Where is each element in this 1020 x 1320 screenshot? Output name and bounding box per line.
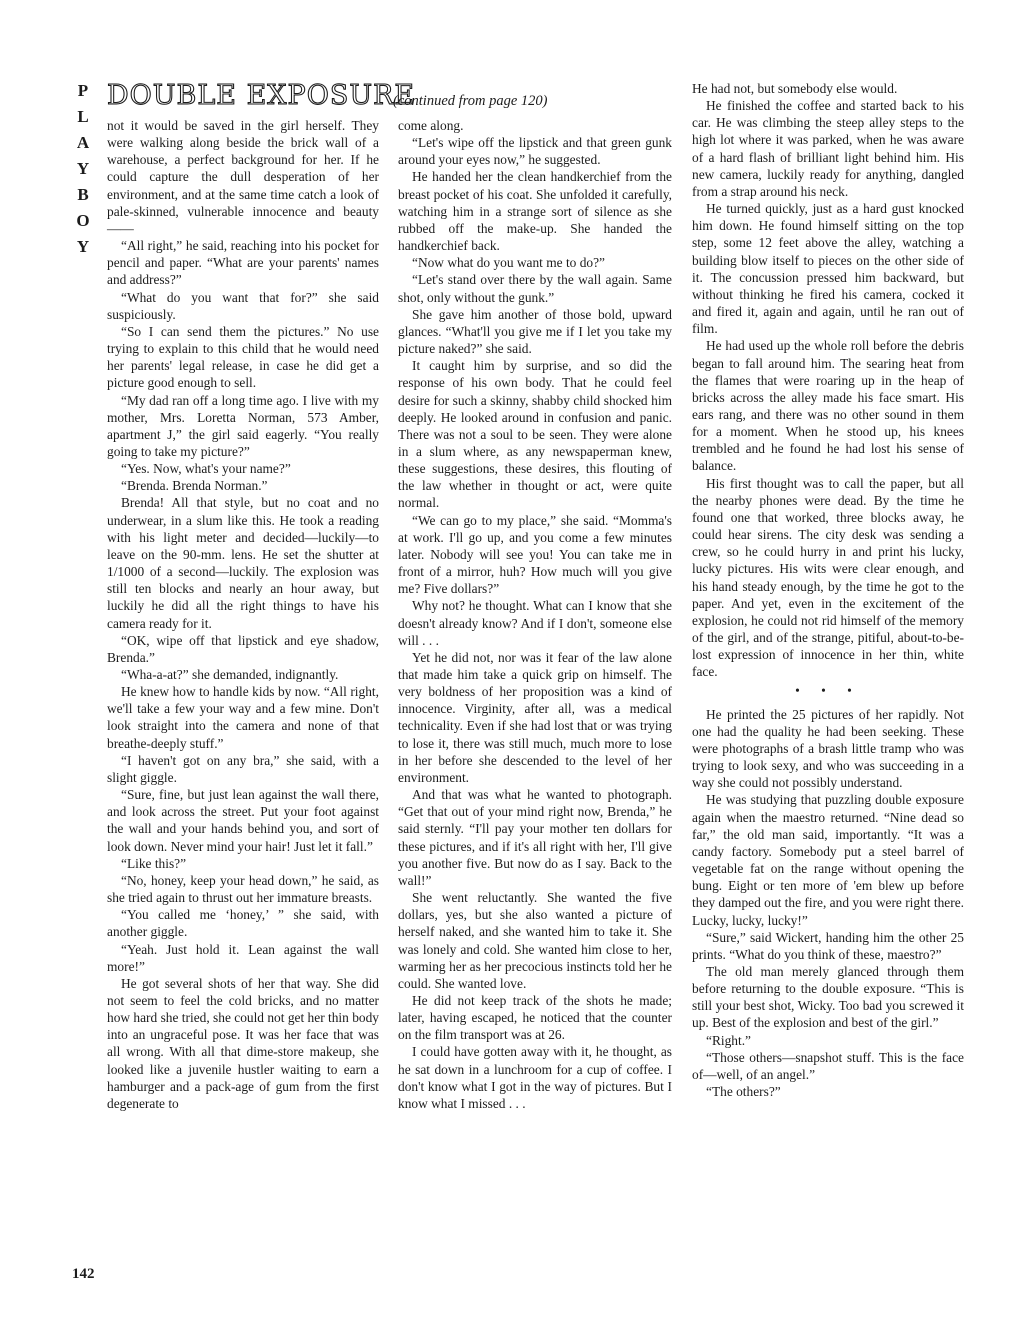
paragraph: “Let's wipe off the lipstick and that green gunk around your eyes now,” he suggested. xyxy=(398,135,672,168)
paragraph: He had used up the whole roll before the debris began to fall around him. The searing heat from the flames that were roaring up in the heap of bricks across the alley made his face smart. His ears rang, and there was no other sound in them for a moment. When he stood up, his knees trembled and he found he had lost his sense of balance. xyxy=(692,338,964,474)
paragraph: “We can go to my place,” she said. “Momma's at work. I'll go up, and you come a few minutes later. Nobody will see you! You can take me in front of a mirror, huh? How much will you give me? Five dollars?” xyxy=(398,512,672,597)
paragraph: “You called me ‘honey,’ ” she said, with another giggle. xyxy=(107,907,379,940)
paragraph: “So I can send them the pictures.” No use trying to explain to this child that he would need her parents' legal release, in case he did get a picture good enough to sell. xyxy=(107,323,379,391)
paragraph: “I haven't got on any bra,” she said, with a slight giggle. xyxy=(107,752,379,785)
paragraph: And that was what he wanted to photograph. “Get that out of your mind right now, Brenda,” he said sternly. “I'll pay your mother ten dollars for these pictures, and if it's all right with her, I'll give you another five. But now do as I say. Back to the wall!” xyxy=(398,787,672,888)
paragraph: “My dad ran off a long time ago. I live with my mother, Mrs. Loretta Norman, 573 Amber, apartment J,” the girl said eagerly. “You really going to take my picture?” xyxy=(107,392,379,459)
paragraph: “Yeah. Just hold it. Lean against the wall more!” xyxy=(107,941,379,974)
paragraph: “No, honey, keep your head down,” he said, as she tried again to thrust out her immature breasts. xyxy=(107,872,379,906)
paragraph: “Like this?” xyxy=(121,855,187,871)
paragraph: “Yes. Now, what's your name?” xyxy=(121,461,291,477)
paragraph: “Now what do you want me to do?” xyxy=(412,255,606,271)
text-column-1 xyxy=(107,117,379,1112)
paragraph: “Those others—snapshot stuff. This is the face of—well, of an angel.” xyxy=(692,1049,964,1082)
paragraph: He knew how to handle kids by now. “All right, we'll take a few your way and a few mine. Don't look straight into the camera and none of that breathe-deeply stuff.” xyxy=(107,684,379,751)
paragraph: “Sure, fine, but just lean against the wall there, and look across the street. Put your foot against the wall and your hands behind you, and sort of look down. Never mind your hair! Just let it fall.” xyxy=(107,787,379,854)
article-title: DOUBLE EXPOSURE xyxy=(107,80,416,111)
page-number: 142 xyxy=(72,1266,95,1282)
magazine-name-vertical: P L A Y B O Y xyxy=(76,81,90,256)
paragraph: • • • xyxy=(795,683,861,699)
text-column-2 xyxy=(398,117,672,1112)
paragraph: I could have gotten away with it, he thought, as he sat down in a lunchroom for a cup of coffee. I don't know what I got in the way of pictures. But I know what I missed . . . xyxy=(398,1044,672,1111)
paragraph: He had not, but somebody else would. xyxy=(692,81,898,96)
paragraph: Brenda! All that style, but no coat and no underwear, in a slum like this. He took a reading with his light meter and decided—luckily—to leave on the 90-mm. lens. He set the shutter at 1/1000 of a second—luckily. The explosion was still ten blocks and nearly an hour away, but luckily he did all the right things to have his camera ready for it. xyxy=(107,495,379,631)
paragraph: Yet he did not, nor was it fear of the law alone that made him take a quick grip on himself. The very boldness of her proposition was a kind of innocence. Virginity, after all, was a medical technicality. Even if she had lost that or was trying to lose it, there was still much, much more to lose in her before she descended to the level of her environment. xyxy=(398,649,672,785)
paragraph: come along. xyxy=(398,118,464,133)
paragraph: “Wha-a-at?” she demanded, indignantly. xyxy=(121,667,339,682)
paragraph: He was studying that puzzling double exposure again when the maestro returned. “Nine dead so far,” the old man said, importantly. “It was a candy factory. Somebody put a steel barrel of vegetable fat on the range without opening the bung. Eight or ten more of 'em blew up before they damped out the fire, and you were right there. Lucky, lucky, lucky!” xyxy=(692,792,964,928)
paragraph: “What do you want that for?” she said suspiciously. xyxy=(107,289,379,322)
paragraph: He printed the 25 pictures of her rapidly. Not one had the quality he had been seeking. These were photographs of a brash little tramp who was trying to look sexy, and who was succeeding in a way she could not possibly understand. xyxy=(692,706,964,791)
paragraph: “Right.” xyxy=(706,1032,751,1048)
continued-note: (continued from page 120) xyxy=(393,93,548,109)
paragraph: “The others?” xyxy=(706,1084,781,1100)
paragraph: She gave him another of those bold, upward glances. “What'll you give me if I let you take my picture naked?” she said. xyxy=(398,306,672,357)
paragraph: He turned quickly, just as a hard gust knocked him down. He found himself sitting on the top step, some 12 feet above the alley, watching a building blow itself to pieces on the other side of it. The concussion pressed him backward, but without thinking he fired his camera, cocked it and fired it, again and again, until he ran out of film. xyxy=(692,201,964,337)
paragraph: He handed her the clean handkerchief from the breast pocket of his coat. She unfolded it carefully, watching him in a strange sort of silence as she rubbed off the make-up. She handed the handkerchief back. xyxy=(398,169,672,254)
paragraph: “Let's stand over there by the wall again. Same shot, only without the gunk.” xyxy=(398,272,672,305)
paragraph: “OK, wipe off that lipstick and eye shadow, Brenda.” xyxy=(107,632,379,665)
paragraph: “Sure,” said Wickert, handing him the other 25 prints. “What do you think of these, maestro?” xyxy=(692,929,964,962)
paragraph: The old man merely glanced through them before returning to the double exposure. “This is still your best shot, Wicky. Too bad you screwed it up. Best of the explosion and best of the girl.” xyxy=(692,963,964,1031)
paragraph: Why not? he thought. What can I know that she doesn't already know? And if I don't, someone else will . . . xyxy=(398,598,672,648)
paragraph: “All right,” he said, reaching into his pocket for pencil and paper. “What are your parents' names and address?” xyxy=(107,238,379,288)
paragraph: He got several shots of her that way. She did not seem to feel the cold bricks, and no matter how hard she tried, she could not get her thin body into an ungraceful pose. It was her face that was all wrong. With all that dime-store makeup, she looked like a juvenile hustler waiting to earn a hamburger and a pack-age of gum from the first degenerate to xyxy=(107,975,379,1111)
text-column-3 xyxy=(692,80,964,1100)
paragraph: not it would be saved in the girl herself. They were walking along beside the brick wall of a warehouse, a perfect background for her. If he could capture the dull desperation of her environment, and at the same time catch a look of pale-skinned, vulnerable innocence and beauty—— xyxy=(107,118,379,236)
paragraph: She went reluctantly. She wanted the five dollars, yes, but she also wanted a picture of herself naked, and she wanted him to take it. She was lonely and cold. She wanted him close to her, warming her as her precocious instincts told her he could. She wanted love. xyxy=(398,890,672,991)
paragraph: “Brenda. Brenda Norman.” xyxy=(121,478,268,494)
paragraph: His first thought was to call the paper, but all the nearby phones were dead. By the time he found one that worked, three blocks away, he could hear sirens. The city desk was sending a crew, so he could hurry in and print his lucky, lucky pictures. His wits were clear enough, and his hand steady enough, by the time he got to the paper. And yet, even in the excitement of the explosion, he could not rid himself of the memory of the girl, and of the strange, pitiful, about-to-be-lost expression of innocence in her thin, white face. xyxy=(692,475,964,680)
paragraph: He did not keep track of the shots he made; later, having escaped, he noticed that the counter on the film transport was at 26. xyxy=(398,992,672,1043)
paragraph: He finished the coffee and started back to his car. He was climbing the steep alley steps to the high lot where it was parked, when he was aware of a hard flash of brilliant light behind him. His new camera, luckily ready for anything, dangled from a strap around his neck. xyxy=(692,98,964,199)
paragraph: It caught him by surprise, and so did the response of his own body. That he could feel desire for such a skinny, shabby child shocked him deeply. He looked around in confusion and panic. There was not a soul to be seen. They were alone in a slum where, as any newspaperman knew, these suggestions, these desires, this flouting of the law whether in thought or act, were quite normal. xyxy=(398,358,672,511)
